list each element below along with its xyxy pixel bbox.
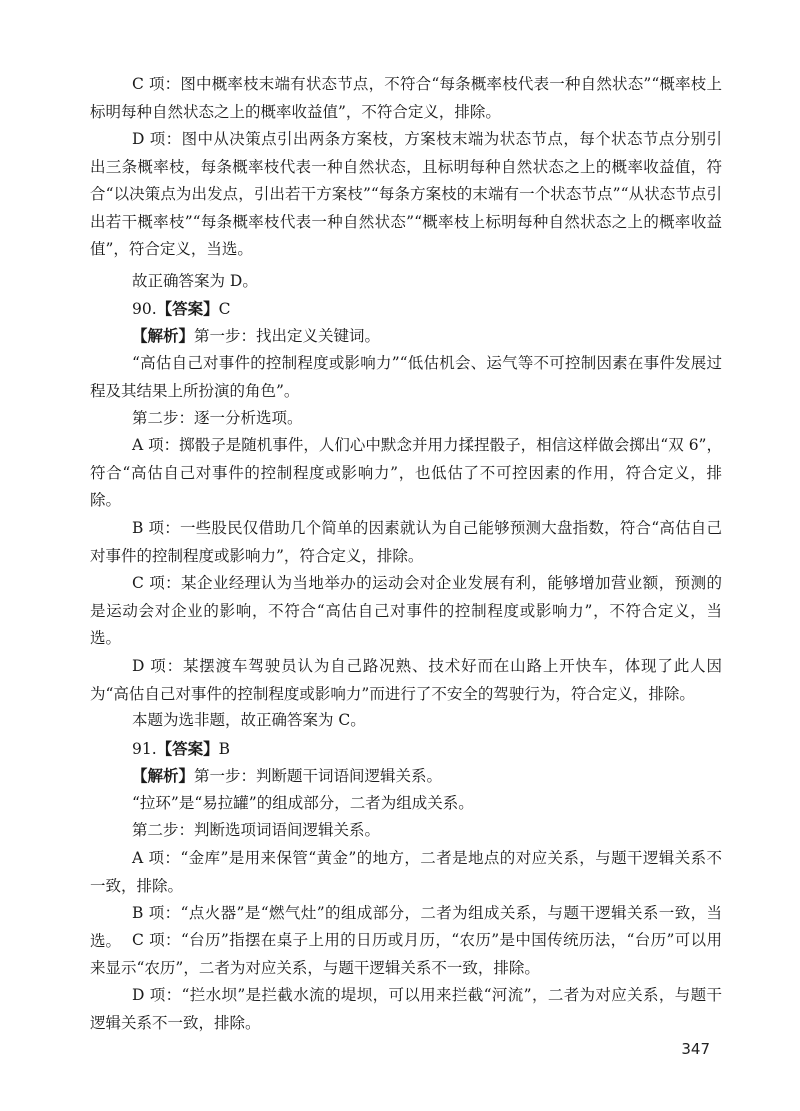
q90-conclusion: 本题为选非题，故正确答案为 C。 bbox=[132, 711, 366, 729]
q91-step2: 第二步：判断选项词语间逻辑关系。 bbox=[132, 821, 381, 839]
q89-option-d-analysis: D 项：图中从决策点引出两条方案枝，方案枝末端为状态节点，每个状态节点分别引出三条概率枝，每条概率枝代表一种自然状态，且标明每种自然状态之上的概率收益值，符合“以决策点为出发点，引出若干方案枝”“每条方案枝的末端有一个状态节点”“从状态节点引出若干概率枝”“每条概率枝代表一种自然状态”“概率枝上标明每种自然状态之上的概率收益值”，符合定义，当选。 bbox=[90, 130, 722, 258]
q90-keywords: “高估自己对事件的控制程度或影响力”“低估机会、运气等不可控制因素在事件发展过程及其结果上所扮演的角色”。 bbox=[90, 354, 722, 400]
q90-number: 90. bbox=[132, 300, 157, 318]
q91-option-d-analysis: D 项：“拦水坝”是拦截水流的堤坝，可以用来拦截“河流”，二者为对应关系，与题干逻辑关系不一致，排除。 bbox=[90, 986, 722, 1032]
q91-answer: B bbox=[218, 740, 231, 758]
q89-option-c-analysis: C 项：图中概率枝末端有状态节点，不符合“每条概率枝代表一种自然状态”“概率枝上标明每种自然状态之上的概率收益值”，不符合定义，排除。 bbox=[90, 75, 722, 121]
q91-step1-line bbox=[90, 762, 722, 791]
q91-option-a-analysis: A 项：“金库”是用来保管“黄金”的地方，二者是地点的对应关系，与题干逻辑关系不一致，排除。 bbox=[90, 849, 722, 895]
answer-label: 【答案】 bbox=[156, 739, 219, 758]
q89-conclusion: 故正确答案为 D。 bbox=[132, 272, 258, 290]
q90-answer-line bbox=[90, 295, 722, 324]
q90-step2: 第二步：逐一分析选项。 bbox=[132, 409, 303, 427]
q90-step1: 第一步：找出定义关键词。 bbox=[194, 327, 381, 345]
answer-label: 【答案】 bbox=[156, 299, 219, 318]
analysis-label: 【解析】 bbox=[132, 326, 195, 345]
analysis-label: 【解析】 bbox=[132, 766, 195, 785]
q90-option-d-analysis: D 项：某摆渡车驾驶员认为自己路况熟、技术好而在山路上开快车，体现了此人因为“高估自己对事件的控制程度或影响力”而进行了不安全的驾驶行为，符合定义，排除。 bbox=[90, 657, 722, 703]
q91-step1: 第一步：判断题干词语间逻辑关系。 bbox=[194, 767, 443, 785]
q91-relation: “拉环”是“易拉罐”的组成部分，二者为组成关系。 bbox=[132, 794, 474, 812]
q91-option-b-analysis: B 项：“点火器”是“燃气灶”的组成部分，二者为组成关系，与题干逻辑关系一致，当选。 bbox=[90, 904, 722, 950]
q90-option-b-analysis: B 项：一些股民仅借助几个简单的因素就认为自己能够预测大盘指数，符合“高估自己对事件的控制程度或影响力”，符合定义，排除。 bbox=[90, 519, 722, 565]
q91-answer-line bbox=[90, 735, 722, 764]
page-number: 347 bbox=[681, 1040, 710, 1058]
q90-option-c-analysis: C 项：某企业经理认为当地举办的运动会对企业发展有利，能够增加营业额，预测的是运动会对企业的影响，不符合“高估自己对事件的控制程度或影响力”，不符合定义，当选。 bbox=[90, 574, 722, 647]
q90-option-a-analysis: A 项：掷骰子是随机事件，人们心中默念并用力揉捏骰子，相信这样做会掷出“双 6”，符合“高估自己对事件的控制程度或影响力”，也低估了不可控因素的作用，符合定义，排除。 bbox=[90, 436, 722, 509]
q90-answer: C bbox=[218, 300, 231, 318]
q91-option-c-analysis: C 项：“台历”指摆在桌子上用的日历或月历，“农历”是中国传统历法，“台历”可以用来显示“农历”，二者为对应关系，与题干逻辑关系不一致，排除。 bbox=[90, 931, 722, 977]
q91-number: 91. bbox=[132, 740, 157, 758]
q90-step1-line bbox=[90, 322, 722, 351]
